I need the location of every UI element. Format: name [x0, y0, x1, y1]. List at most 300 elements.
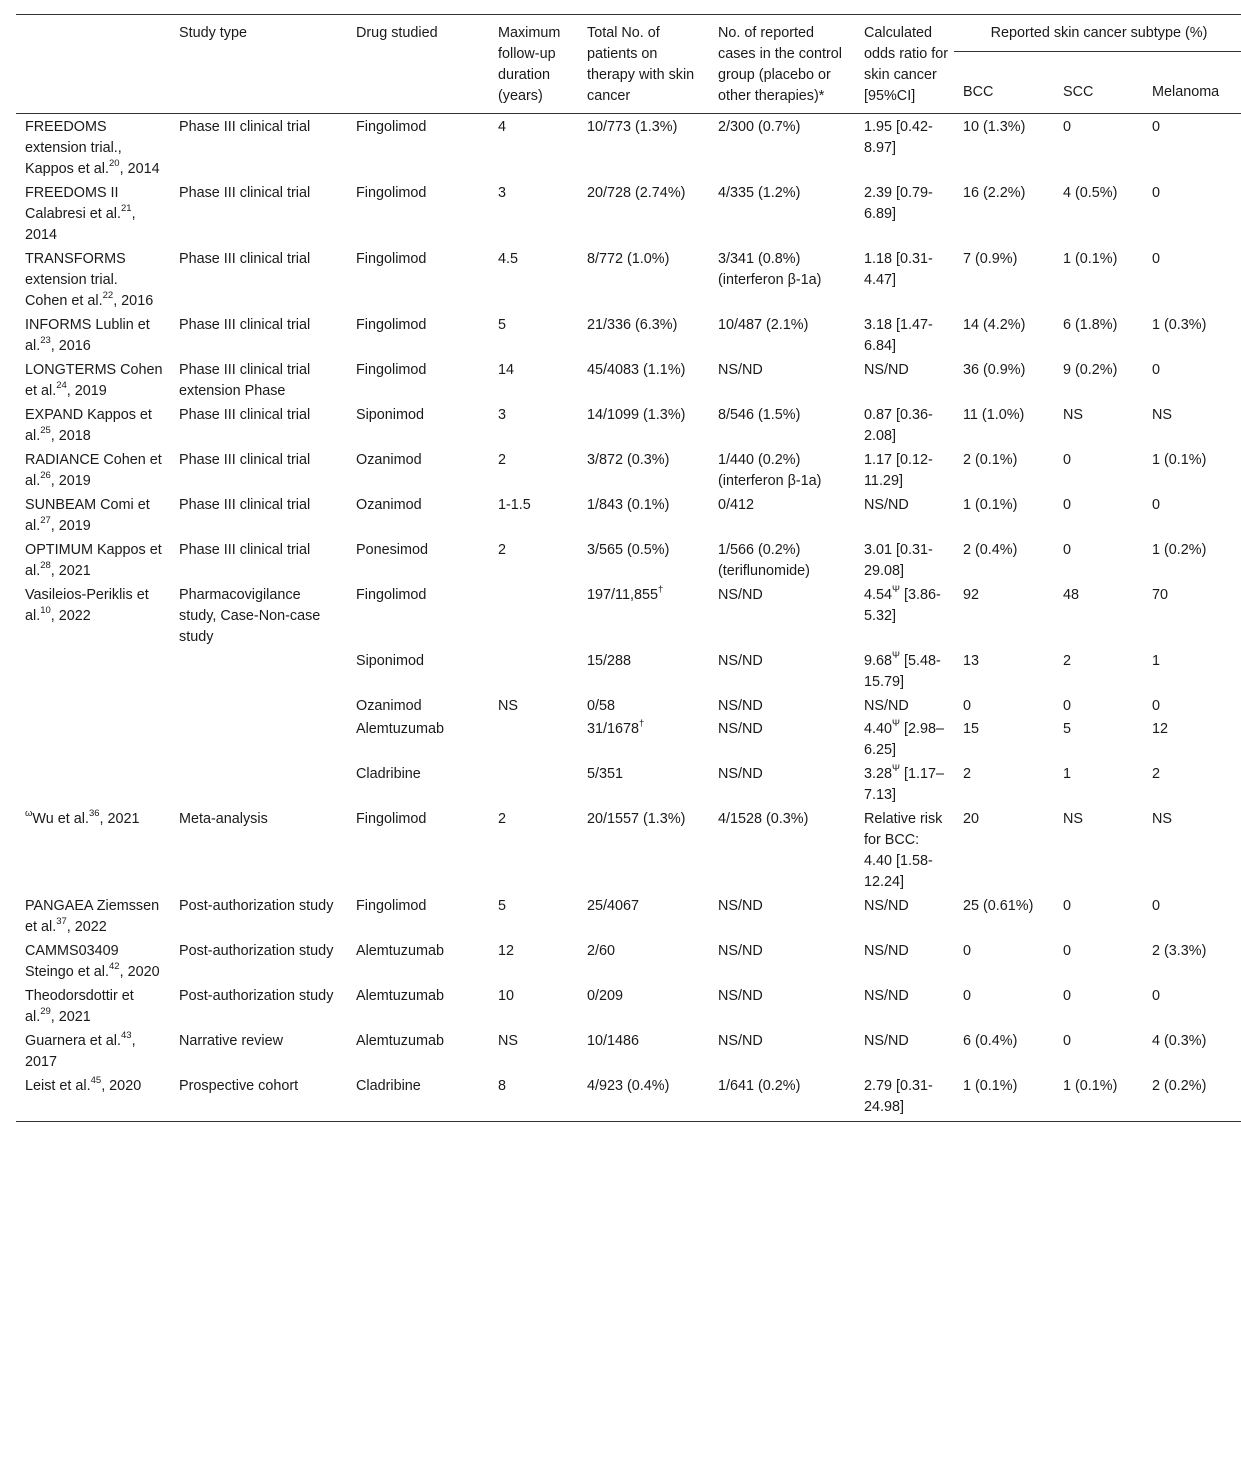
cell-study-type: [170, 718, 347, 763]
cell-scc: 1 (0.1%): [1063, 1078, 1118, 1094]
total-value: 4/923 (0.4%): [587, 1078, 670, 1094]
cell-total-patients: [578, 718, 709, 763]
cell-control-cases: 4/1528 (0.3%): [718, 811, 809, 827]
cell-study-type: Phase III clinical trial: [179, 119, 311, 135]
cell-control-cases: NS/ND: [718, 587, 763, 603]
odds-ratio-value: 3.28: [864, 766, 893, 782]
cell-followup: [489, 718, 578, 763]
total-value: 0/58: [587, 698, 616, 714]
cell-melanoma: 0: [1152, 362, 1161, 378]
cell-bcc: 2: [963, 766, 972, 782]
odds-ratio-value: 9.68: [864, 653, 893, 669]
cell-followup: 14: [498, 362, 515, 378]
total-footnote-symbol: †: [639, 718, 645, 730]
table-row: [16, 895, 1241, 940]
study-reference: 20: [109, 158, 120, 170]
cell-melanoma: 2 (3.3%): [1152, 943, 1207, 959]
cell-study: [16, 494, 170, 539]
cell-control-cases: 10/487 (2.1%): [718, 317, 809, 333]
cell-odds-ratio: [855, 718, 954, 763]
table-row: [16, 248, 1241, 314]
cell-odds-ratio: [855, 695, 954, 718]
cell-study: [16, 808, 170, 895]
cell-bcc: 16 (2.2%): [963, 185, 1026, 201]
study-reference: 10: [40, 605, 51, 617]
study-name: TRANSFORMS extension trial. Cohen et al.: [25, 251, 126, 309]
cell-study: [16, 584, 170, 650]
table-row: [16, 314, 1241, 359]
study-name: EXPAND Kappos et al.: [25, 407, 152, 444]
cell-drug: Fingolimod: [356, 185, 427, 201]
study-year: , 2021: [50, 1009, 91, 1025]
cell-total-patients: [578, 763, 709, 808]
study-name: INFORMS Lublin et al.: [25, 317, 150, 354]
total-value: 8/772 (1.0%): [587, 251, 670, 267]
cell-bcc: 15: [963, 721, 980, 737]
cell-control-cases: 8/546 (1.5%): [718, 407, 801, 423]
cell-odds-ratio: [855, 985, 954, 1030]
cell-bcc: 25 (0.61%): [963, 898, 1034, 914]
cell-odds-ratio: [855, 359, 954, 404]
cell-odds-ratio: [855, 404, 954, 449]
cell-followup: 8: [498, 1078, 507, 1094]
cell-scc: 0: [1063, 1033, 1072, 1049]
cell-study: [16, 314, 170, 359]
cell-melanoma: 70: [1152, 587, 1169, 603]
study-reference: 37: [56, 916, 67, 928]
cell-odds-ratio: [855, 114, 954, 183]
total-value: 15/288: [587, 653, 632, 669]
study-name: CAMMS03409 Steingo et al.: [25, 943, 119, 980]
cell-bcc: 7 (0.9%): [963, 251, 1018, 267]
odds-ratio-value: NS/ND: [864, 698, 909, 714]
cell-total-patients: [578, 248, 709, 314]
cell-study: [16, 182, 170, 248]
cell-study: [16, 114, 170, 183]
cell-scc: 0: [1063, 698, 1072, 714]
cell-melanoma: 2: [1152, 766, 1161, 782]
study-reference: 21: [121, 203, 132, 215]
cell-control-cases: 1/440 (0.2%) (interferon β-1a): [718, 452, 822, 489]
total-value: 3/565 (0.5%): [587, 542, 670, 558]
cell-odds-ratio: [855, 763, 954, 808]
odds-ratio-value: NS/ND: [864, 497, 909, 513]
study-year: , 2016: [50, 338, 91, 354]
cell-odds-ratio: [855, 539, 954, 584]
cell-melanoma: 0: [1152, 698, 1161, 714]
table-row: [16, 1075, 1241, 1122]
cell-study: [16, 539, 170, 584]
header-study-type: Study type: [179, 25, 247, 41]
cell-bcc: 1 (0.1%): [963, 1078, 1018, 1094]
cell-study-type: Post-authorization study: [179, 988, 334, 1004]
skin-cancer-table: [16, 14, 1241, 1122]
cell-scc: 0: [1063, 542, 1072, 558]
cell-total-patients: [578, 182, 709, 248]
table-row: [16, 449, 1241, 494]
cell-control-cases: NS/ND: [718, 1033, 763, 1049]
header-bcc: BCC: [963, 84, 994, 101]
study-reference: 45: [90, 1075, 102, 1087]
cell-drug: Fingolimod: [356, 898, 427, 914]
cell-control-cases: 1/566 (0.2%) (teriflunomide): [718, 542, 810, 579]
cell-drug: Siponimod: [356, 653, 424, 669]
study-name: FREEDOMS extension trial., Kappos et al.: [25, 119, 122, 177]
total-value: 10/773 (1.3%): [587, 119, 678, 135]
cell-total-patients: [578, 650, 709, 695]
cell-drug: Cladribine: [356, 1078, 421, 1094]
odds-ratio-ci: [3.86-5.32]: [864, 587, 941, 624]
odds-ratio-footnote-symbol: Ψ: [892, 650, 900, 662]
cell-scc: NS: [1063, 811, 1083, 827]
cell-drug: Fingolimod: [356, 119, 427, 135]
study-name: Wu et al.: [32, 811, 89, 827]
cell-melanoma: NS: [1152, 407, 1172, 423]
cell-total-patients: [578, 359, 709, 404]
cell-followup: 2: [498, 811, 507, 827]
cell-total-patients: [578, 494, 709, 539]
cell-scc: 0: [1063, 497, 1072, 513]
cell-bcc: 2 (0.1%): [963, 452, 1018, 468]
cell-control-cases: NS/ND: [718, 698, 763, 714]
cell-control-cases: NS/ND: [718, 766, 763, 782]
cell-total-patients: [578, 985, 709, 1030]
cell-followup: 3: [498, 407, 507, 423]
cell-odds-ratio: [855, 895, 954, 940]
cell-study-type: Phase III clinical trial: [179, 452, 311, 468]
total-value: 25/4067: [587, 898, 640, 914]
cell-study: [16, 895, 170, 940]
cell-scc: 0: [1063, 119, 1072, 135]
cell-scc: 0: [1063, 452, 1072, 468]
cell-study-type: Pharmacovigilance study, Case-Non-case study: [179, 587, 321, 645]
cell-bcc: 92: [963, 587, 980, 603]
cell-study-type: Narrative review: [179, 1033, 283, 1049]
cell-total-patients: [578, 1075, 709, 1122]
cell-study-type: Phase III clinical trial: [179, 542, 311, 558]
table-row: [16, 359, 1241, 404]
cell-study-type: Phase III clinical trial extension Phase: [179, 362, 311, 399]
total-value: 14/1099 (1.3%): [587, 407, 686, 423]
total-value: 3/872 (0.3%): [587, 452, 670, 468]
cell-melanoma: 1: [1152, 653, 1161, 669]
cell-melanoma: 0: [1152, 497, 1161, 513]
study-year: , 2017: [25, 1033, 136, 1070]
cell-control-cases: 3/341 (0.8%) (interferon β-1a): [718, 251, 822, 288]
odds-ratio-value: 0.87 [0.36-2.08]: [864, 407, 933, 444]
cell-drug: Ozanimod: [356, 497, 422, 513]
cell-drug: Ozanimod: [356, 698, 422, 714]
study-year: , 2020: [101, 1078, 142, 1094]
study-reference: 29: [40, 1006, 51, 1018]
cell-study: [16, 940, 170, 985]
study-reference: 42: [109, 961, 120, 973]
odds-ratio-footnote-symbol: Ψ: [892, 718, 900, 730]
table-row: [16, 404, 1241, 449]
cell-study-type: Phase III clinical trial: [179, 497, 311, 513]
total-value: 1/843 (0.1%): [587, 497, 670, 513]
cell-study: [16, 985, 170, 1030]
study-reference: 36: [88, 808, 100, 820]
total-value: 20/728 (2.74%): [587, 185, 686, 201]
cell-drug: Alemtuzumab: [356, 721, 444, 737]
header-odds-ratio: Calculated odds ratio for skin cancer [95%CI]: [864, 25, 948, 104]
cell-odds-ratio: [855, 314, 954, 359]
total-value: 10/1486: [587, 1033, 640, 1049]
cell-followup: 2: [498, 542, 507, 558]
cell-study: [16, 1075, 170, 1122]
odds-ratio-ci: [5.48-15.79]: [864, 653, 941, 690]
cell-bcc: 11 (1.0%): [963, 407, 1025, 423]
cell-total-patients: [578, 449, 709, 494]
cell-melanoma: 2 (0.2%): [1152, 1078, 1207, 1094]
cell-followup: 2: [498, 452, 507, 468]
cell-followup: 5: [498, 898, 507, 914]
odds-ratio-value: 2.39 [0.79-6.89]: [864, 185, 933, 222]
cell-melanoma: 0: [1152, 185, 1161, 201]
cell-melanoma: 0: [1152, 119, 1161, 135]
cell-followup: 4: [498, 119, 507, 135]
cell-odds-ratio: [855, 248, 954, 314]
study-name: Theodorsdottir et al.: [25, 988, 134, 1025]
cell-odds-ratio: [855, 494, 954, 539]
cell-control-cases: 4/335 (1.2%): [718, 185, 801, 201]
cell-scc: 9 (0.2%): [1063, 362, 1118, 378]
cell-scc: 1: [1063, 766, 1072, 782]
study-year: , 2014: [119, 161, 160, 177]
cell-drug: Fingolimod: [356, 317, 427, 333]
cell-followup: 5: [498, 317, 507, 333]
study-reference: 28: [40, 560, 51, 572]
study-year: , 2020: [119, 964, 160, 980]
odds-ratio-footnote-symbol: Ψ: [892, 584, 900, 596]
cell-drug: Siponimod: [356, 407, 424, 423]
cell-total-patients: [578, 895, 709, 940]
odds-ratio-value: 1.95 [0.42-8.97]: [864, 119, 933, 156]
cell-control-cases: 2/300 (0.7%): [718, 119, 801, 135]
total-value: 20/1557 (1.3%): [587, 811, 686, 827]
cell-scc: 1 (0.1%): [1063, 251, 1118, 267]
cell-control-cases: NS/ND: [718, 898, 763, 914]
study-name: Leist et al.: [25, 1078, 91, 1094]
cell-total-patients: [578, 940, 709, 985]
cell-study-type: Phase III clinical trial: [179, 407, 311, 423]
cell-odds-ratio: [855, 584, 954, 650]
cell-study: [16, 650, 170, 695]
table-row: [16, 114, 1241, 183]
table-row: [16, 940, 1241, 985]
cell-melanoma: 0: [1152, 898, 1161, 914]
table-row: [16, 494, 1241, 539]
cell-melanoma: 1 (0.1%): [1152, 452, 1207, 468]
total-value: 21/336 (6.3%): [587, 317, 678, 333]
cell-bcc: 10 (1.3%): [963, 119, 1026, 135]
table-header: [16, 15, 1241, 114]
odds-ratio-value: Relative risk for BCC: 4.40 [1.58-12.24]: [864, 811, 943, 890]
cell-study: [16, 359, 170, 404]
cell-total-patients: [578, 1030, 709, 1075]
odds-ratio-value: NS/ND: [864, 988, 909, 1004]
odds-ratio-value: 1.18 [0.31-4.47]: [864, 251, 933, 288]
cell-followup: 1-1.5: [498, 497, 531, 513]
study-name: FREEDOMS II Calabresi et al.: [25, 185, 121, 222]
study-year: , 2019: [66, 383, 107, 399]
cell-study-type: Phase III clinical trial: [179, 317, 311, 333]
cell-melanoma: 0: [1152, 251, 1161, 267]
cell-followup: 10: [498, 988, 515, 1004]
header-study: [16, 15, 170, 114]
study-reference: 22: [102, 290, 114, 302]
odds-ratio-value: NS/ND: [864, 1033, 909, 1049]
study-year: , 2019: [50, 518, 91, 534]
odds-ratio-value: 2.79 [0.31-24.98]: [864, 1078, 933, 1115]
cell-melanoma: 4 (0.3%): [1152, 1033, 1207, 1049]
study-reference: 26: [40, 470, 51, 482]
study-name: Vasileios-Periklis et al.: [25, 587, 149, 624]
cell-bcc: 6 (0.4%): [963, 1033, 1018, 1049]
study-year: , 2022: [66, 919, 107, 935]
header-subtype-group: [954, 15, 1241, 75]
study-name: OPTIMUM Kappos et al.: [25, 542, 162, 579]
cell-study-type: [170, 695, 347, 718]
cell-study: [16, 248, 170, 314]
study-reference: 25: [40, 425, 51, 437]
cell-drug: Fingolimod: [356, 362, 427, 378]
study-reference: 23: [40, 335, 51, 347]
table-row: [16, 808, 1241, 895]
total-value: 5/351: [587, 766, 624, 782]
cell-melanoma: 1 (0.3%): [1152, 317, 1207, 333]
cell-study: [16, 763, 170, 808]
cell-bcc: 36 (0.9%): [963, 362, 1026, 378]
cell-odds-ratio: [855, 449, 954, 494]
cell-bcc: 20: [963, 811, 980, 827]
cell-control-cases: NS/ND: [718, 721, 763, 737]
header-melanoma: Melanoma: [1152, 84, 1220, 101]
study-year: , 2021: [99, 811, 140, 827]
odds-ratio-value: 3.18 [1.47-6.84]: [864, 317, 933, 354]
study-year: , 2016: [113, 293, 154, 309]
cell-study: [16, 718, 170, 763]
cell-followup: NS: [498, 698, 518, 714]
cell-total-patients: [578, 114, 709, 183]
table-row: [16, 584, 1241, 650]
study-reference: 27: [40, 515, 51, 527]
study-year: , 2019: [50, 473, 91, 489]
cell-odds-ratio: [855, 1030, 954, 1075]
study-name: RADIANCE Cohen et al.: [25, 452, 162, 489]
study-name: PANGAEA Ziemssen et al.: [25, 898, 160, 935]
header-scc: SCC: [1063, 84, 1094, 101]
cell-total-patients: [578, 695, 709, 718]
cell-followup: 12: [498, 943, 515, 959]
cell-drug: Fingolimod: [356, 587, 427, 603]
cell-total-patients: [578, 539, 709, 584]
cell-control-cases: 1/641 (0.2%): [718, 1078, 801, 1094]
study-reference: 43: [121, 1030, 132, 1042]
cell-drug: Alemtuzumab: [356, 1033, 444, 1049]
cell-drug: Fingolimod: [356, 251, 427, 267]
cell-followup: 4.5: [498, 251, 519, 267]
cell-melanoma: 1 (0.2%): [1152, 542, 1207, 558]
header-drug-studied: Drug studied: [356, 25, 438, 41]
cell-study: [16, 449, 170, 494]
cell-bcc: 0: [963, 698, 972, 714]
table-row: [16, 182, 1241, 248]
total-footnote-symbol: †: [657, 584, 664, 596]
cell-followup: [489, 650, 578, 695]
total-value: 45/4083 (1.1%): [587, 362, 686, 378]
cell-odds-ratio: [855, 940, 954, 985]
cell-drug: Cladribine: [356, 766, 421, 782]
table-container: [16, 14, 1241, 1122]
cell-odds-ratio: [855, 808, 954, 895]
table-row: [16, 539, 1241, 584]
cell-study-type: Prospective cohort: [179, 1078, 299, 1094]
cell-total-patients: [578, 584, 709, 650]
cell-bcc: 2 (0.4%): [963, 542, 1018, 558]
cell-scc: 0: [1063, 943, 1072, 959]
odds-ratio-value: 4.54: [864, 587, 893, 603]
total-value: 197/11,855: [587, 587, 658, 603]
header-total-patients: Total No. of patients on therapy with skin cancer: [587, 25, 695, 104]
study-year: , 2021: [50, 563, 91, 579]
cell-total-patients: [578, 808, 709, 895]
cell-study-type: Phase III clinical trial: [179, 185, 311, 201]
cell-melanoma: 0: [1152, 988, 1161, 1004]
cell-scc: NS: [1063, 407, 1083, 423]
cell-scc: 0: [1063, 988, 1072, 1004]
odds-ratio-value: NS/ND: [864, 898, 909, 914]
odds-ratio-ci: [1.17–7.13]: [864, 766, 944, 803]
study-name: SUNBEAM Comi et al.: [25, 497, 150, 534]
cell-control-cases: NS/ND: [718, 943, 763, 959]
cell-bcc: 13: [963, 653, 980, 669]
study-year: , 2014: [25, 206, 136, 243]
odds-ratio-value: 1.17 [0.12-11.29]: [864, 452, 933, 489]
odds-ratio-value: NS/ND: [864, 362, 909, 378]
cell-control-cases: NS/ND: [718, 362, 763, 378]
cell-scc: 2: [1063, 653, 1072, 669]
cell-odds-ratio: [855, 182, 954, 248]
cell-drug: Alemtuzumab: [356, 943, 444, 959]
cell-bcc: 1 (0.1%): [963, 497, 1018, 513]
cell-study: [16, 1030, 170, 1075]
cell-drug: Ponesimod: [356, 542, 428, 558]
odds-ratio-ci: [2.98–6.25]: [864, 721, 944, 758]
cell-scc: 4 (0.5%): [1063, 185, 1118, 201]
cell-scc: 6 (1.8%): [1063, 317, 1118, 333]
cell-study-type: [170, 763, 347, 808]
cell-drug: Alemtuzumab: [356, 988, 444, 1004]
cell-followup: [489, 584, 578, 650]
cell-followup: 3: [498, 185, 507, 201]
cell-total-patients: [578, 404, 709, 449]
table-row: [16, 1030, 1241, 1075]
table-row: [16, 650, 1241, 695]
cell-scc: 5: [1063, 721, 1072, 737]
cell-study-type: [170, 650, 347, 695]
study-year: , 2022: [50, 608, 91, 624]
cell-drug: Ozanimod: [356, 452, 422, 468]
cell-control-cases: NS/ND: [718, 653, 763, 669]
cell-followup: NS: [498, 1033, 518, 1049]
cell-odds-ratio: [855, 1075, 954, 1122]
cell-bcc: 0: [963, 988, 972, 1004]
cell-bcc: 14 (4.2%): [963, 317, 1026, 333]
header-max-followup: Maximum follow-up duration (years): [498, 25, 561, 104]
cell-study: [16, 695, 170, 718]
